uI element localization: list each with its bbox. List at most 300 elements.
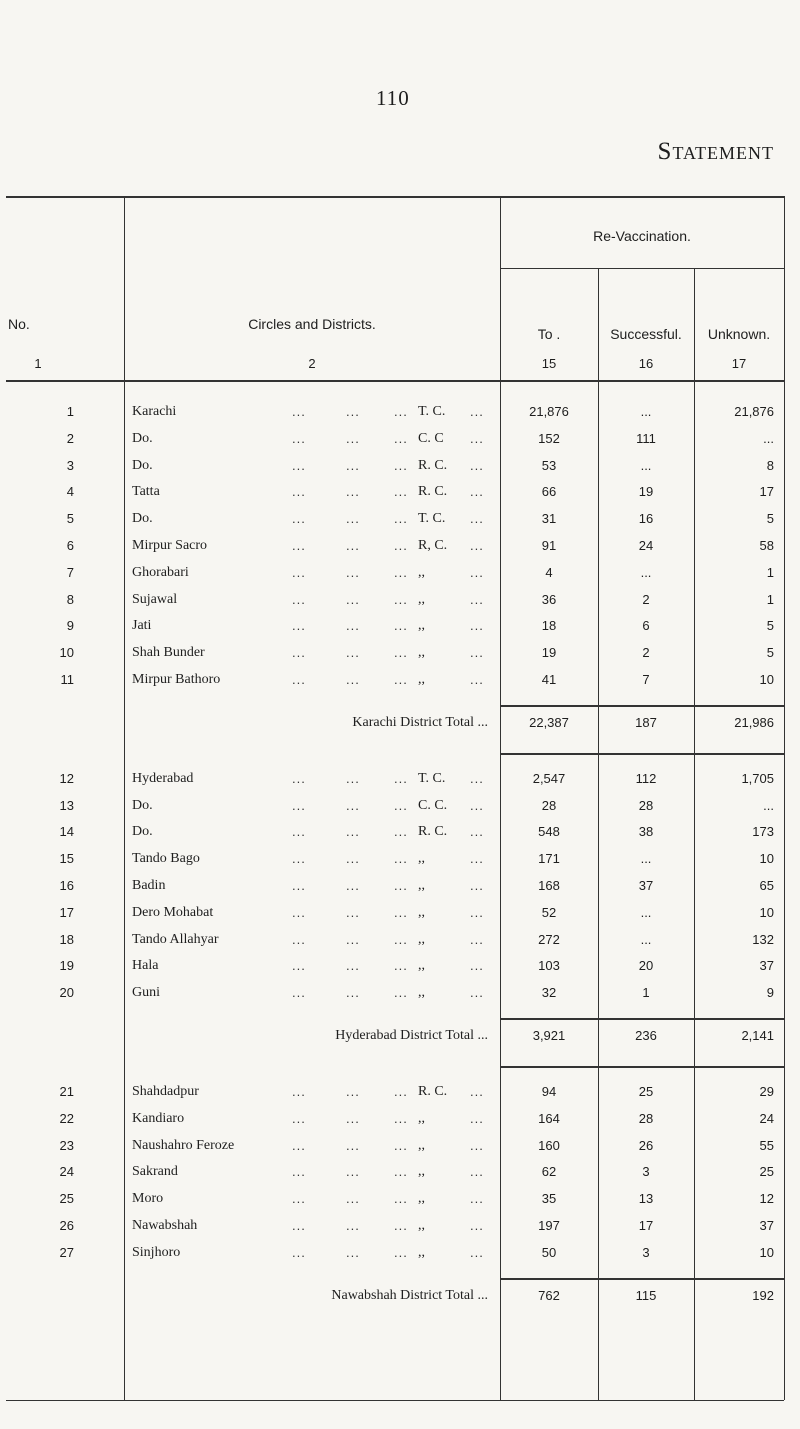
- leader-dots: ...: [292, 1137, 306, 1153]
- value-to: 548: [538, 824, 560, 840]
- leader-dots: ...: [346, 958, 360, 974]
- leader-dots: ...: [470, 797, 484, 813]
- value-unknown: 8: [766, 457, 774, 473]
- value-unknown: 10: [759, 851, 774, 867]
- circle-class: R. C.: [418, 1084, 448, 1099]
- row-number: 18: [59, 931, 74, 947]
- leader-dots: ...: [470, 985, 484, 1001]
- leader-dots: ...: [292, 484, 306, 500]
- leader-dots: ...: [346, 1084, 360, 1099]
- value-unknown: 21,876: [734, 404, 774, 419]
- leader-dots: ...: [470, 1244, 484, 1260]
- total-bottom-rule: [500, 753, 784, 755]
- circle-name: Do.: [132, 511, 153, 527]
- row-number: 27: [59, 1244, 74, 1260]
- total-successful: 236: [635, 1028, 657, 1043]
- value-unknown: 1,705: [741, 770, 774, 786]
- total-to: 762: [538, 1287, 560, 1303]
- col-num-unknown: 17: [731, 356, 747, 371]
- leader-dots: ...: [470, 564, 484, 580]
- leader-dots: ...: [470, 672, 484, 687]
- value-to: 91: [541, 538, 557, 553]
- table-row: [6, 538, 784, 564]
- leader-dots: ...: [292, 1084, 306, 1099]
- value-successful: 28: [638, 797, 654, 813]
- circle-name: Sakrand: [132, 1164, 178, 1180]
- circle-class: C. C.: [418, 797, 448, 813]
- leader-dots: ...: [470, 1137, 484, 1153]
- circle-name: Nawabshah: [132, 1218, 198, 1233]
- value-unknown: 24: [759, 1110, 774, 1126]
- leader-dots: ...: [292, 824, 306, 840]
- circle-name: Kandiaro: [132, 1110, 185, 1126]
- table-row: [6, 404, 784, 430]
- leader-dots: ...: [292, 1164, 306, 1180]
- circle-class: ,,: [418, 1244, 425, 1260]
- table-row: [6, 1138, 784, 1164]
- leader-dots: ...: [346, 1218, 360, 1233]
- leader-dots: ...: [346, 645, 360, 661]
- district-total-label: Karachi District Total ...: [352, 714, 488, 730]
- value-to: 35: [541, 1191, 557, 1207]
- table-row: [6, 565, 784, 591]
- leader-dots: ...: [292, 511, 306, 527]
- leader-dots: ...: [470, 430, 484, 446]
- leader-dots: ...: [470, 591, 484, 607]
- row-number: 23: [59, 1137, 74, 1153]
- value-successful: 25: [638, 1084, 654, 1099]
- value-unknown: 10: [759, 904, 774, 920]
- circle-name: Guni: [132, 985, 160, 1001]
- leader-dots: ...: [346, 538, 360, 553]
- value-to: 41: [541, 672, 557, 687]
- leader-dots: ...: [346, 824, 360, 840]
- circle-name: Mirpur Bathoro: [132, 672, 221, 687]
- leader-dots: ...: [292, 878, 306, 893]
- row-number: 4: [66, 484, 74, 500]
- circle-name: Dero Mohabat: [132, 904, 214, 920]
- circle-name: Hyderabad: [132, 770, 194, 786]
- circle-name: Tando Bago: [132, 851, 200, 867]
- circle-class: ,,: [418, 851, 425, 867]
- leader-dots: ...: [346, 1191, 360, 1207]
- leader-dots: ...: [346, 770, 360, 786]
- page-number: 110: [376, 86, 410, 110]
- value-unknown: 1: [766, 591, 774, 607]
- district-total-row: [6, 1028, 784, 1054]
- total-rule: [500, 1278, 784, 1280]
- value-unknown: 58: [759, 538, 774, 553]
- leader-dots: ...: [292, 645, 306, 661]
- table-row: [6, 851, 784, 877]
- leader-dots: ...: [292, 457, 306, 473]
- table-row: [6, 1111, 784, 1137]
- value-successful: 3: [642, 1244, 650, 1260]
- leader-dots: ...: [394, 797, 408, 813]
- leader-dots: ...: [292, 1218, 306, 1233]
- leader-dots: ...: [394, 824, 408, 840]
- circle-class: ,,: [418, 931, 425, 947]
- value-unknown: 173: [752, 824, 774, 840]
- leader-dots: ...: [346, 1137, 360, 1153]
- value-successful: 2: [642, 591, 650, 607]
- leader-dots: ...: [394, 538, 408, 553]
- table-row: [6, 771, 784, 797]
- value-to: 21,876: [529, 404, 569, 419]
- circle-name: Jati: [132, 618, 152, 634]
- value-to: 50: [541, 1244, 557, 1260]
- leader-dots: ...: [292, 404, 306, 419]
- statement-title: Statement: [657, 138, 774, 165]
- circle-class: T. C.: [418, 770, 446, 786]
- table-row: [6, 484, 784, 510]
- circle-name: Karachi: [132, 404, 177, 419]
- circle-name: Do.: [132, 797, 153, 813]
- circle-name: Tando Allahyar: [132, 931, 219, 947]
- circle-name: Tatta: [132, 484, 160, 500]
- circle-class: ,,: [418, 564, 425, 580]
- circle-class: ,,: [418, 1164, 425, 1180]
- leader-dots: ...: [470, 645, 484, 661]
- leader-dots: ...: [346, 878, 360, 893]
- leader-dots: ...: [394, 672, 408, 687]
- leader-dots: ...: [292, 797, 306, 813]
- row-number: 8: [66, 591, 74, 607]
- value-to: 32: [541, 985, 557, 1001]
- table-row: [6, 1218, 784, 1244]
- value-successful: 3: [642, 1164, 650, 1180]
- circle-class: T. C.: [418, 511, 446, 527]
- leader-dots: ...: [470, 958, 484, 974]
- value-unknown: 65: [759, 878, 774, 893]
- circle-class: ,,: [418, 618, 425, 634]
- circle-class: R. C.: [418, 484, 448, 500]
- row-number: 9: [66, 618, 74, 634]
- table-row: [6, 985, 784, 1011]
- value-unknown: 37: [759, 1218, 774, 1233]
- circle-class: ,,: [418, 1110, 425, 1126]
- value-successful: 7: [642, 672, 650, 687]
- total-unknown: 192: [752, 1287, 774, 1303]
- value-unknown: 10: [759, 1244, 774, 1260]
- value-to: 53: [541, 457, 557, 473]
- circle-name: Shah Bunder: [132, 645, 205, 661]
- leader-dots: ...: [394, 931, 408, 947]
- total-unknown: 21,986: [734, 714, 774, 730]
- leader-dots: ...: [346, 484, 360, 500]
- table-row: [6, 905, 784, 931]
- row-number: 26: [59, 1218, 74, 1233]
- value-successful: 111: [636, 430, 656, 446]
- value-successful: 13: [638, 1191, 654, 1207]
- value-to: 197: [538, 1218, 560, 1233]
- value-to: 28: [541, 797, 557, 813]
- row-number: 24: [59, 1164, 74, 1180]
- value-successful: 1: [642, 985, 650, 1001]
- leader-dots: ...: [292, 538, 306, 553]
- header-bottom-rule: [6, 380, 784, 382]
- circle-class: ,,: [418, 904, 425, 920]
- leader-dots: ...: [470, 484, 484, 500]
- leader-dots: ...: [346, 797, 360, 813]
- circle-class: R. C.: [418, 824, 448, 840]
- circle-class: ,,: [418, 1191, 425, 1207]
- district-total-row: [6, 1288, 784, 1314]
- table-row: [6, 958, 784, 984]
- circle-name: Shahdadpur: [132, 1084, 199, 1099]
- value-unknown: 55: [759, 1137, 774, 1153]
- leader-dots: ...: [394, 484, 408, 500]
- statement-table: [6, 196, 784, 1400]
- col-num-no: 1: [34, 356, 42, 371]
- leader-dots: ...: [292, 672, 306, 687]
- value-unknown: 1: [766, 564, 774, 580]
- row-number: 17: [59, 904, 74, 920]
- row-number: 12: [59, 770, 74, 786]
- value-successful: ...: [640, 851, 652, 867]
- value-unknown: 37: [759, 958, 774, 974]
- circle-class: ,,: [418, 645, 425, 661]
- row-number: 6: [66, 538, 74, 553]
- col-num-to: 15: [541, 356, 557, 371]
- district-total-label: Hyderabad District Total ...: [335, 1028, 488, 1043]
- value-successful: 16: [638, 511, 654, 527]
- leader-dots: ...: [394, 511, 408, 527]
- circle-name: Sujawal: [132, 591, 178, 607]
- value-unknown: 9: [766, 985, 774, 1001]
- value-to: 66: [541, 484, 557, 500]
- leader-dots: ...: [292, 904, 306, 920]
- leader-dots: ...: [346, 1110, 360, 1126]
- circle-name: Moro: [132, 1191, 164, 1207]
- leader-dots: ...: [394, 591, 408, 607]
- value-to: 171: [538, 851, 560, 867]
- leader-dots: ...: [346, 1244, 360, 1260]
- leader-dots: ...: [394, 770, 408, 786]
- value-to: 18: [541, 618, 557, 634]
- row-number: 2: [66, 430, 74, 446]
- value-to: 160: [538, 1137, 560, 1153]
- value-successful: 17: [638, 1218, 654, 1233]
- leader-dots: ...: [346, 672, 360, 687]
- leader-dots: ...: [346, 1164, 360, 1180]
- value-to: 4: [545, 564, 553, 580]
- column-rule-right: [784, 196, 785, 1400]
- leader-dots: ...: [394, 904, 408, 920]
- leader-dots: ...: [346, 591, 360, 607]
- value-successful: 37: [638, 878, 654, 893]
- value-to: 52: [541, 904, 557, 920]
- leader-dots: ...: [292, 851, 306, 867]
- value-to: 152: [538, 430, 560, 446]
- col-header-circles: Circles and Districts.: [248, 316, 376, 332]
- total-unknown: 2,141: [741, 1028, 774, 1043]
- table-row: [6, 1164, 784, 1190]
- value-successful: 26: [638, 1137, 654, 1153]
- district-total-row: [6, 715, 784, 741]
- leader-dots: ...: [346, 404, 360, 419]
- leader-dots: ...: [470, 511, 484, 527]
- leader-dots: ...: [394, 985, 408, 1001]
- value-to: 2,547: [532, 770, 566, 786]
- leader-dots: ...: [394, 645, 408, 661]
- value-successful: 28: [638, 1110, 654, 1126]
- circle-name: Hala: [132, 958, 159, 974]
- leader-dots: ...: [394, 404, 408, 419]
- table-row: [6, 1191, 784, 1217]
- leader-dots: ...: [394, 1137, 408, 1153]
- table-row: [6, 932, 784, 958]
- leader-dots: ...: [394, 457, 408, 473]
- leader-dots: ...: [292, 985, 306, 1001]
- table-row: [6, 645, 784, 671]
- row-number: 16: [59, 878, 74, 893]
- circle-class: ,,: [418, 958, 425, 974]
- table-row: [6, 824, 784, 850]
- value-successful: ...: [640, 931, 652, 947]
- leader-dots: ...: [470, 931, 484, 947]
- leader-dots: ...: [346, 618, 360, 634]
- leader-dots: ...: [470, 1218, 484, 1233]
- col-header-no: No.: [8, 316, 30, 332]
- row-number: 21: [59, 1084, 74, 1099]
- value-unknown: ...: [763, 797, 774, 813]
- leader-dots: ...: [394, 1084, 408, 1099]
- value-unknown: 5: [766, 511, 774, 527]
- value-unknown: 12: [759, 1191, 774, 1207]
- leader-dots: ...: [292, 1110, 306, 1126]
- table-row: [6, 1245, 784, 1271]
- value-successful: 20: [638, 958, 654, 974]
- value-unknown: 17: [759, 484, 774, 500]
- leader-dots: ...: [470, 1110, 484, 1126]
- circle-class: R, C.: [418, 538, 448, 553]
- table-row: [6, 672, 784, 698]
- leader-dots: ...: [346, 457, 360, 473]
- circle-name: Do.: [132, 457, 153, 473]
- leader-dots: ...: [394, 618, 408, 634]
- value-to: 168: [538, 878, 560, 893]
- leader-dots: ...: [346, 564, 360, 580]
- row-number: 13: [59, 797, 74, 813]
- leader-dots: ...: [346, 904, 360, 920]
- leader-dots: ...: [470, 904, 484, 920]
- circle-name: Badin: [132, 878, 166, 893]
- col-header-to: To .: [537, 326, 561, 342]
- leader-dots: ...: [394, 1218, 408, 1233]
- value-to: 19: [541, 645, 557, 661]
- row-number: 1: [66, 404, 74, 419]
- col-num-circles: 2: [308, 356, 316, 371]
- leader-dots: ...: [292, 430, 306, 446]
- leader-dots: ...: [292, 931, 306, 947]
- leader-dots: ...: [394, 958, 408, 974]
- table-row: [6, 878, 784, 904]
- total-successful: 115: [635, 1287, 657, 1303]
- value-successful: 2: [642, 645, 650, 661]
- table-row: [6, 618, 784, 644]
- total-rule: [500, 705, 784, 707]
- row-number: 5: [66, 511, 74, 527]
- col-header-successful: Successful.: [610, 326, 682, 342]
- total-rule: [500, 1018, 784, 1020]
- district-total-label: Nawabshah District Total ...: [331, 1287, 488, 1303]
- value-unknown: 25: [759, 1164, 774, 1180]
- leader-dots: ...: [346, 511, 360, 527]
- leader-dots: ...: [394, 1191, 408, 1207]
- group-divider-rule: [500, 268, 784, 269]
- leader-dots: ...: [292, 770, 306, 786]
- leader-dots: ...: [470, 618, 484, 634]
- leader-dots: ...: [470, 851, 484, 867]
- leader-dots: ...: [470, 457, 484, 473]
- table-row: [6, 458, 784, 484]
- value-unknown: 5: [766, 645, 774, 661]
- leader-dots: ...: [394, 851, 408, 867]
- value-to: 31: [541, 511, 557, 527]
- value-unknown: 29: [759, 1084, 774, 1099]
- circle-class: ,,: [418, 878, 425, 893]
- circle-class: ,,: [418, 1218, 425, 1233]
- value-successful: ...: [640, 904, 652, 920]
- circle-class: ,,: [418, 672, 425, 687]
- leader-dots: ...: [292, 591, 306, 607]
- value-successful: ...: [640, 457, 652, 473]
- leader-dots: ...: [394, 1164, 408, 1180]
- row-number: 3: [66, 457, 74, 473]
- col-num-successful: 16: [638, 356, 654, 371]
- value-unknown: ...: [763, 430, 774, 446]
- value-to: 103: [538, 958, 560, 974]
- circle-class: ,,: [418, 591, 425, 607]
- leader-dots: ...: [346, 985, 360, 1001]
- leader-dots: ...: [292, 1244, 306, 1260]
- row-number: 20: [59, 985, 74, 1001]
- circle-name: Sinjhoro: [132, 1244, 181, 1260]
- leader-dots: ...: [346, 851, 360, 867]
- value-successful: 24: [638, 538, 654, 553]
- leader-dots: ...: [292, 618, 306, 634]
- leader-dots: ...: [394, 878, 408, 893]
- circle-class: T. C.: [418, 404, 446, 419]
- table-top-rule: [6, 196, 784, 198]
- value-successful: 19: [638, 484, 654, 500]
- leader-dots: ...: [292, 958, 306, 974]
- value-to: 94: [541, 1084, 557, 1099]
- leader-dots: ...: [470, 404, 484, 419]
- table-row: [6, 1084, 784, 1110]
- row-number: 14: [59, 824, 74, 840]
- total-to: 22,387: [529, 714, 569, 730]
- value-successful: 112: [635, 770, 657, 786]
- leader-dots: ...: [346, 430, 360, 446]
- leader-dots: ...: [394, 1244, 408, 1260]
- circle-class: ,,: [418, 985, 425, 1001]
- circle-name: Mirpur Sacro: [132, 538, 208, 553]
- value-successful: 6: [642, 618, 650, 634]
- total-bottom-rule: [500, 1066, 784, 1068]
- value-to: 272: [538, 931, 560, 947]
- value-successful: ...: [640, 404, 652, 419]
- circle-name: Ghorabari: [132, 564, 189, 580]
- value-unknown: 132: [752, 931, 774, 947]
- total-successful: 187: [635, 714, 657, 730]
- leader-dots: ...: [470, 1164, 484, 1180]
- re-vaccination-header: Re-Vaccination.: [593, 228, 691, 244]
- circle-name: Naushahro Feroze: [132, 1137, 235, 1153]
- table-row: [6, 592, 784, 618]
- leader-dots: ...: [470, 824, 484, 840]
